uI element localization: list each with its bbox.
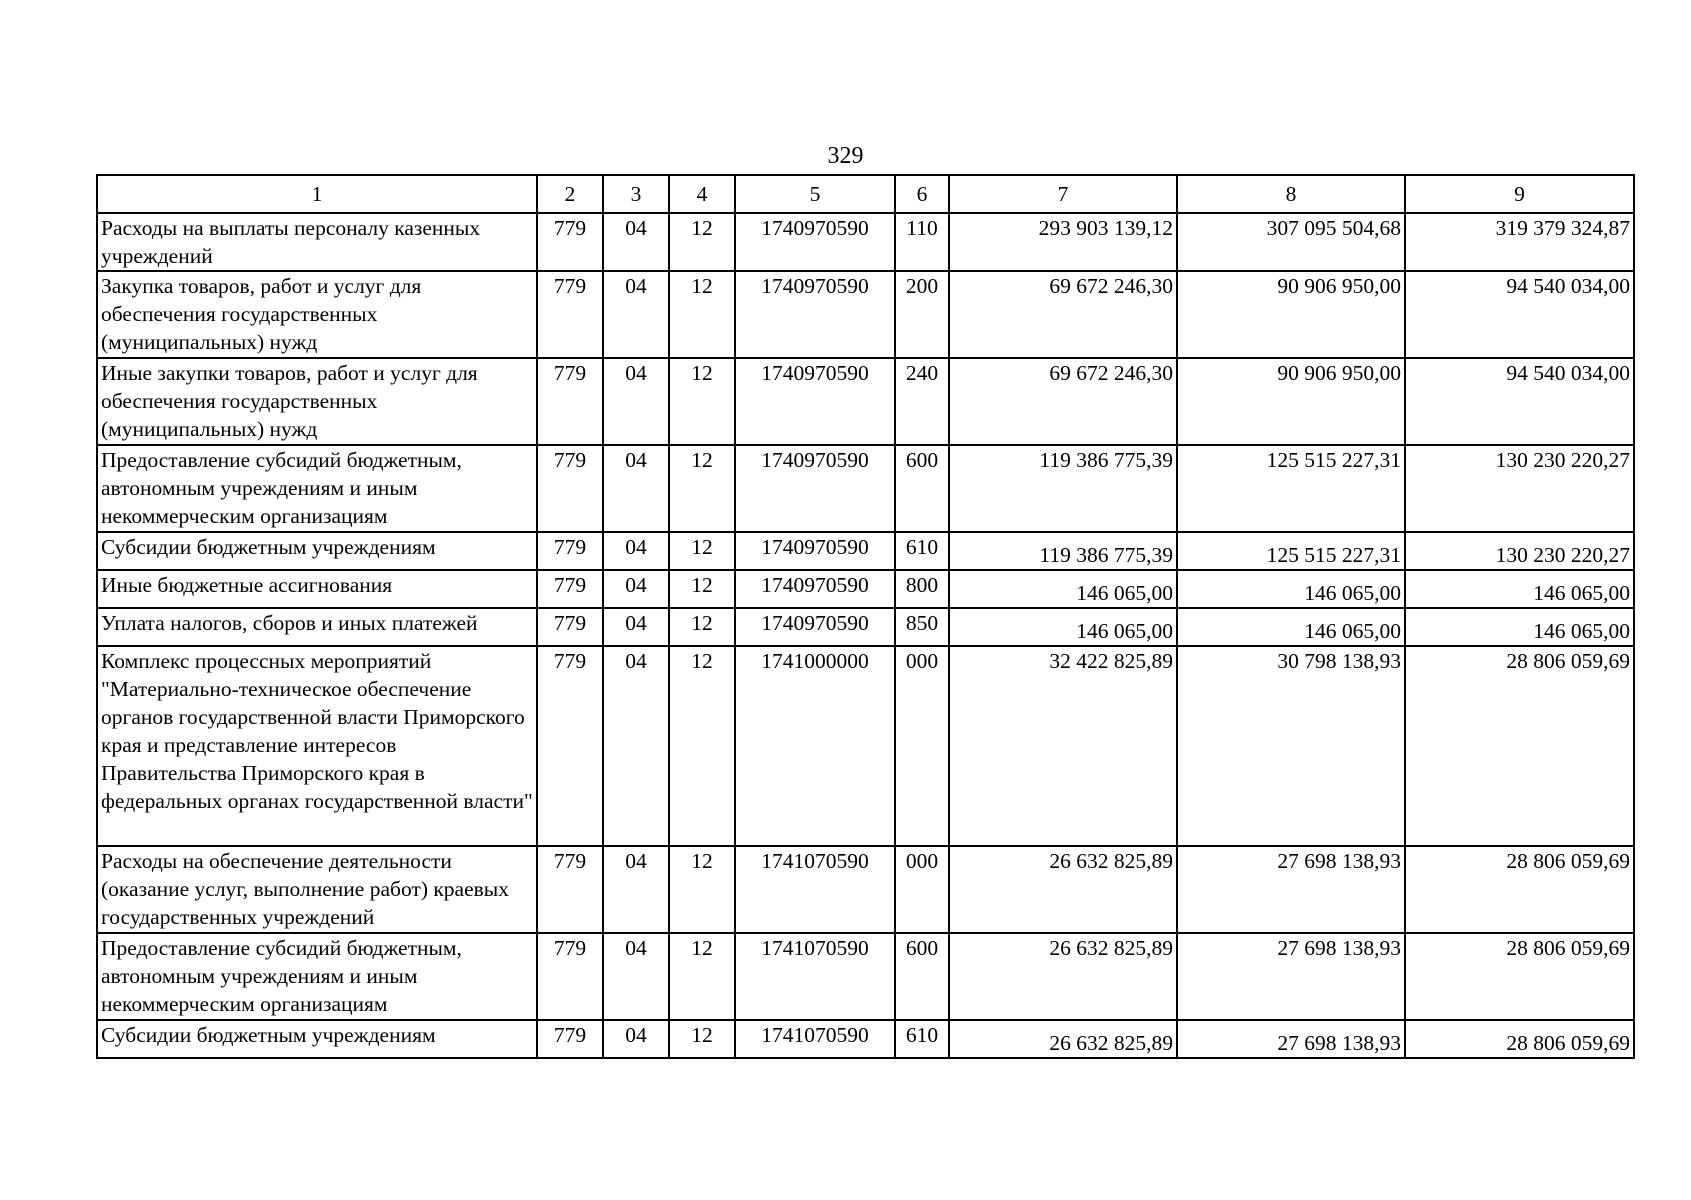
- amount-col-8: 90 906 950,00: [1177, 358, 1405, 445]
- code-col-2: 779: [537, 532, 603, 570]
- code-col-5: 1741070590: [735, 1020, 895, 1058]
- code-col-3: 04: [603, 213, 669, 271]
- amount-col-8: 30 798 138,93: [1177, 646, 1405, 846]
- table-row: [97, 213, 1634, 271]
- amount-col-9: 130 230 220,27: [1405, 445, 1634, 532]
- amount-col-7: 119 386 775,39: [949, 532, 1177, 570]
- amount-col-9: 146 065,00: [1405, 570, 1634, 608]
- table-row: [97, 933, 1634, 1020]
- code-col-2: 779: [537, 570, 603, 608]
- code-col-5: 1740970590: [735, 570, 895, 608]
- budget-table: [96, 174, 1635, 1059]
- code-col-5: 1740970590: [735, 358, 895, 445]
- column-header: 5: [735, 175, 895, 213]
- amount-col-8: 125 515 227,31: [1177, 445, 1405, 532]
- code-col-4: 12: [669, 271, 735, 358]
- amount-col-9: 146 065,00: [1405, 608, 1634, 646]
- amount-col-7: 69 672 246,30: [949, 271, 1177, 358]
- code-col-2: 779: [537, 271, 603, 358]
- table-row: [97, 271, 1634, 358]
- column-header: 9: [1405, 175, 1634, 213]
- row-description: Комплекс процессных мероприятий "Материально-техническое обеспечение органов государственной власти Приморского края и представление интересов Правительства Приморского края в федеральных органах государственной власти": [97, 646, 537, 846]
- table-row: [97, 608, 1634, 646]
- code-col-3: 04: [603, 570, 669, 608]
- code-col-6: 110: [895, 213, 949, 271]
- code-col-5: 1740970590: [735, 213, 895, 271]
- code-col-4: 12: [669, 570, 735, 608]
- column-header: 7: [949, 175, 1177, 213]
- column-header: 4: [669, 175, 735, 213]
- amount-col-8: 307 095 504,68: [1177, 213, 1405, 271]
- code-col-6: 200: [895, 271, 949, 358]
- code-col-6: 610: [895, 532, 949, 570]
- code-col-3: 04: [603, 1020, 669, 1058]
- code-col-5: 1741000000: [735, 646, 895, 846]
- code-col-2: 779: [537, 646, 603, 846]
- code-col-2: 779: [537, 358, 603, 445]
- column-header: 6: [895, 175, 949, 213]
- amount-col-8: 90 906 950,00: [1177, 271, 1405, 358]
- row-description: Предоставление субсидий бюджетным, автономным учреждениям и иным некоммерческим организациям: [97, 445, 537, 532]
- amount-col-8: 146 065,00: [1177, 570, 1405, 608]
- amount-col-7: 26 632 825,89: [949, 1020, 1177, 1058]
- code-col-2: 779: [537, 445, 603, 532]
- code-col-2: 779: [537, 608, 603, 646]
- code-col-4: 12: [669, 213, 735, 271]
- column-header: 8: [1177, 175, 1405, 213]
- row-description: Иные бюджетные ассигнования: [97, 570, 537, 608]
- code-col-5: 1740970590: [735, 445, 895, 532]
- code-col-6: 600: [895, 445, 949, 532]
- row-description: Расходы на обеспечение деятельности (оказание услуг, выполнение работ) краевых государственных учреждений: [97, 846, 537, 933]
- amount-col-9: 28 806 059,69: [1405, 646, 1634, 846]
- page-number: 329: [827, 143, 864, 169]
- table-row: [97, 445, 1634, 532]
- row-description: Предоставление субсидий бюджетным, автономным учреждениям и иным некоммерческим организациям: [97, 933, 537, 1020]
- code-col-5: 1741070590: [735, 933, 895, 1020]
- row-description: Субсидии бюджетным учреждениям: [97, 1020, 537, 1058]
- code-col-3: 04: [603, 608, 669, 646]
- row-description: Субсидии бюджетным учреждениям: [97, 532, 537, 570]
- code-col-5: 1740970590: [735, 532, 895, 570]
- table-row: [97, 846, 1634, 933]
- code-col-5: 1740970590: [735, 271, 895, 358]
- code-col-3: 04: [603, 271, 669, 358]
- table-row: [97, 1020, 1634, 1058]
- amount-col-8: 27 698 138,93: [1177, 1020, 1405, 1058]
- column-header: 1: [97, 175, 537, 213]
- table-row: [97, 358, 1634, 445]
- amount-col-8: 146 065,00: [1177, 608, 1405, 646]
- row-description: Расходы на выплаты персоналу казенных учреждений: [97, 213, 537, 271]
- amount-col-7: 26 632 825,89: [949, 846, 1177, 933]
- amount-col-9: 28 806 059,69: [1405, 846, 1634, 933]
- code-col-4: 12: [669, 358, 735, 445]
- table-row: [97, 646, 1634, 846]
- code-col-2: 779: [537, 846, 603, 933]
- amount-col-7: 293 903 139,12: [949, 213, 1177, 271]
- table-header-row: [97, 175, 1634, 213]
- code-col-3: 04: [603, 846, 669, 933]
- code-col-4: 12: [669, 445, 735, 532]
- amount-col-9: 94 540 034,00: [1405, 358, 1634, 445]
- amount-col-8: 27 698 138,93: [1177, 933, 1405, 1020]
- code-col-4: 12: [669, 608, 735, 646]
- amount-col-9: 28 806 059,69: [1405, 933, 1634, 1020]
- column-header: 2: [537, 175, 603, 213]
- code-col-3: 04: [603, 646, 669, 846]
- code-col-6: 610: [895, 1020, 949, 1058]
- code-col-6: 000: [895, 846, 949, 933]
- code-col-5: 1741070590: [735, 846, 895, 933]
- amount-col-8: 27 698 138,93: [1177, 846, 1405, 933]
- amount-col-8: 125 515 227,31: [1177, 532, 1405, 570]
- code-col-5: 1740970590: [735, 608, 895, 646]
- table-row: [97, 532, 1634, 570]
- amount-col-7: 146 065,00: [949, 608, 1177, 646]
- row-description: Закупка товаров, работ и услуг для обеспечения государственных (муниципальных) нужд: [97, 271, 537, 358]
- code-col-4: 12: [669, 1020, 735, 1058]
- code-col-3: 04: [603, 358, 669, 445]
- amount-col-7: 26 632 825,89: [949, 933, 1177, 1020]
- amount-col-9: 130 230 220,27: [1405, 532, 1634, 570]
- table-row: [97, 570, 1634, 608]
- code-col-2: 779: [537, 933, 603, 1020]
- code-col-6: 800: [895, 570, 949, 608]
- amount-col-7: 32 422 825,89: [949, 646, 1177, 846]
- amount-col-7: 146 065,00: [949, 570, 1177, 608]
- code-col-2: 779: [537, 213, 603, 271]
- code-col-3: 04: [603, 933, 669, 1020]
- amount-col-7: 119 386 775,39: [949, 445, 1177, 532]
- code-col-3: 04: [603, 532, 669, 570]
- code-col-6: 600: [895, 933, 949, 1020]
- amount-col-7: 69 672 246,30: [949, 358, 1177, 445]
- amount-col-9: 28 806 059,69: [1405, 1020, 1634, 1058]
- row-description: Уплата налогов, сборов и иных платежей: [97, 608, 537, 646]
- code-col-4: 12: [669, 846, 735, 933]
- code-col-6: 000: [895, 646, 949, 846]
- amount-col-9: 94 540 034,00: [1405, 271, 1634, 358]
- code-col-4: 12: [669, 646, 735, 846]
- row-description: Иные закупки товаров, работ и услуг для обеспечения государственных (муниципальных) нужд: [97, 358, 537, 445]
- column-header: 3: [603, 175, 669, 213]
- code-col-4: 12: [669, 933, 735, 1020]
- code-col-3: 04: [603, 445, 669, 532]
- code-col-2: 779: [537, 1020, 603, 1058]
- code-col-6: 240: [895, 358, 949, 445]
- code-col-4: 12: [669, 532, 735, 570]
- code-col-6: 850: [895, 608, 949, 646]
- amount-col-9: 319 379 324,87: [1405, 213, 1634, 271]
